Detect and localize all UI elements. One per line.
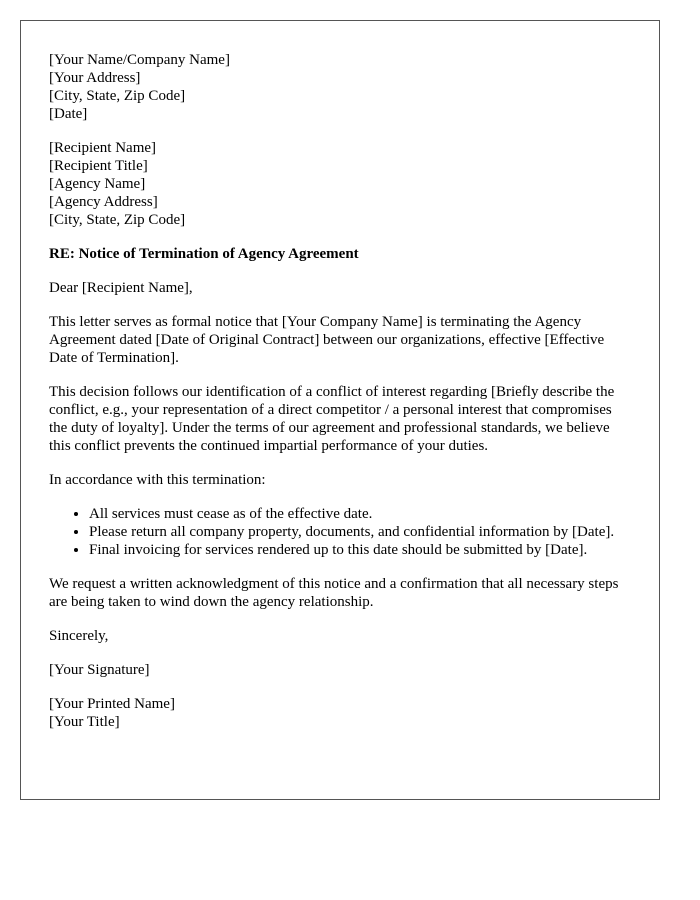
agency-address: [Agency Address] [49,194,158,210]
recipient-title: [Recipient Title] [49,158,148,174]
agency-name: [Agency Name] [49,176,146,192]
printed-name-block [49,695,631,731]
letter-document [20,20,660,800]
sign-off: Sincerely, [49,628,109,644]
printed-name: [Your Printed Name] [49,696,175,712]
termination-terms-list [49,505,631,559]
letter-date: [Date] [49,106,88,122]
sender-city-state-zip: [City, State, Zip Code] [49,88,186,104]
subject-line: RE: Notice of Termination of Agency Agreement [49,246,359,262]
list-item: • Please return all company property, documents, and confidential information by [Date]. [89,523,631,541]
signature-placeholder: [Your Signature] [49,662,150,678]
list-item: • Final invoicing for services rendered up to this date should be submitted by [Date]. [89,541,631,559]
paragraph-notice: This letter serves as formal notice that [Your Company Name] is terminating the Agency Agreement dated [Date of Original Contract] between our organizations, effective [Effective Date of Termination]. [49,314,605,366]
sender-name: [Your Name/Company Name] [49,52,230,68]
sender-address: [Your Address] [49,70,141,86]
recipient-block [49,139,631,229]
printed-title: [Your Title] [49,714,120,730]
salutation: Dear [Recipient Name], [49,280,193,296]
paragraph-accordance: In accordance with this termination: [49,472,266,488]
recipient-city-state-zip: [City, State, Zip Code] [49,212,186,228]
list-item: • All services must cease as of the effective date. [89,505,631,523]
sender-block [49,51,631,123]
paragraph-conflict: This decision follows our identification of a conflict of interest regarding [Briefly describe the conflict, e.g., your representation of a direct competitor / a personal interest that compromises the duty of loyalty]. Under the terms of our agreement and professional standards, we believe this conflict prevents the continued impartial performance of your duties. [49,384,615,454]
recipient-name: [Recipient Name] [49,140,157,156]
paragraph-acknowledgment: We request a written acknowledgment of this notice and a confirmation that all necessary steps are being taken to wind down the agency relationship. [49,576,619,610]
